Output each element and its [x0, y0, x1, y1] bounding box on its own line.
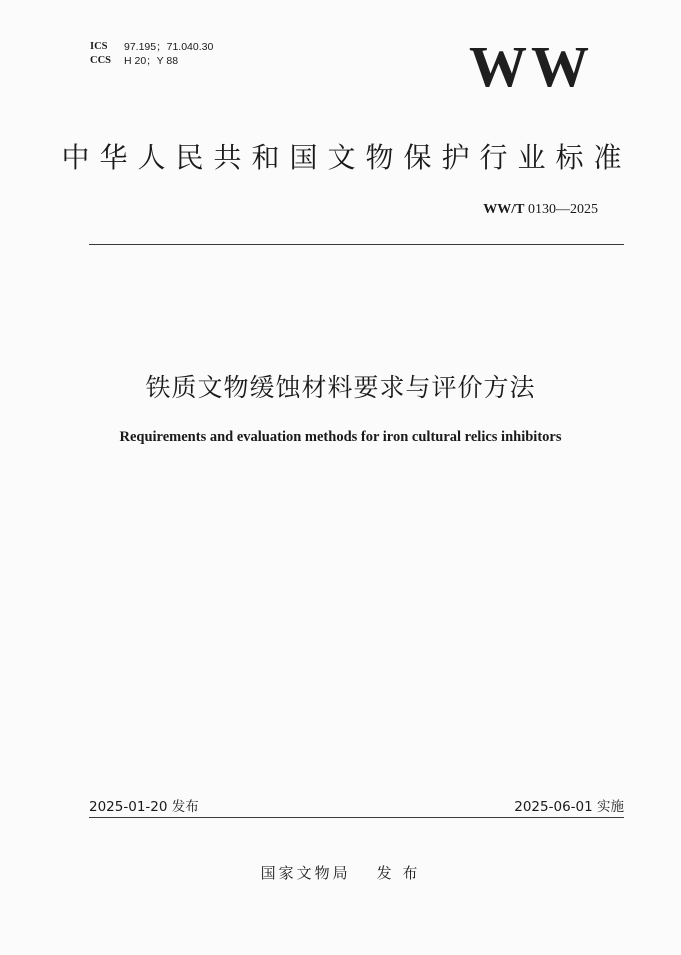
document-title-english: Requirements and evaluation methods for iron cultural relics inhibitors [119, 429, 562, 445]
ccs-value: H 20；Y 88 [124, 55, 179, 67]
issue-date: 2025-01-20 发布 [89, 799, 199, 815]
standard-category-title: 中华人民共和国文物保护行业标准 [61, 141, 632, 174]
document-title-chinese: 铁质文物缓蚀材料要求与评价方法 [145, 373, 536, 402]
implementation-date: 2025-06-01 实施 [514, 799, 624, 815]
publisher-name: 国家文物局 [260, 864, 351, 882]
ics-label: ICS [90, 41, 108, 52]
ww-logo: WW [469, 34, 593, 99]
classification-codes [90, 40, 213, 68]
bottom-divider [89, 817, 624, 818]
ccs-row [90, 54, 213, 68]
publisher-line [0, 862, 681, 883]
standard-code-number: 0130—2025 [528, 202, 598, 217]
top-divider [89, 244, 624, 245]
ccs-label: CCS [90, 55, 112, 66]
ics-row [90, 40, 213, 54]
publish-action: 发 布 [376, 864, 421, 882]
ics-value: 97.195；71.040.30 [124, 41, 214, 53]
standard-code [483, 202, 598, 218]
standard-code-prefix: WW/T [483, 202, 525, 217]
